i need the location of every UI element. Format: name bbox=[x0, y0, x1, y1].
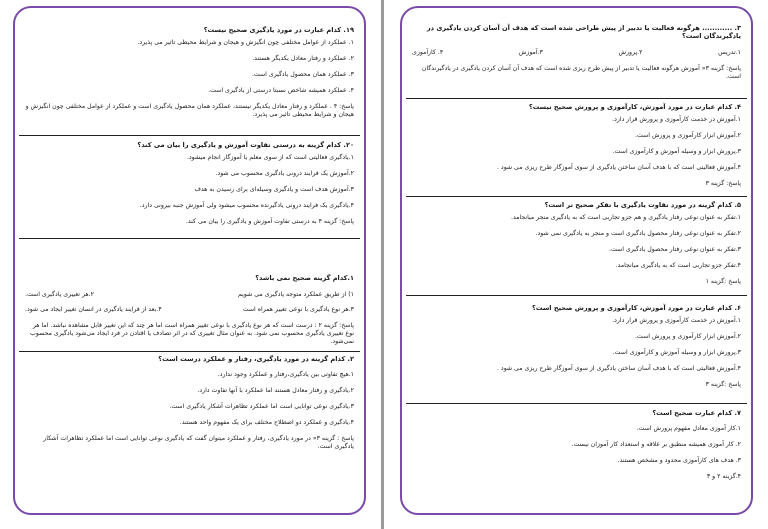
page-right bbox=[400, 6, 753, 515]
option-3: ۳.هر نوع یادگیری با نوعی تغییر همراه است bbox=[242, 306, 354, 313]
divider bbox=[19, 238, 360, 239]
divider bbox=[406, 403, 747, 404]
option-2: ۲.پرورش bbox=[618, 49, 643, 56]
option-1: ۱.یادگیری فعالیتی است که از سوی معلم یا آموزگار انجام میشود. bbox=[186, 154, 354, 161]
answer-text: پاسخ: گزینه ۳ bbox=[705, 180, 741, 187]
option-3: ۳. هدف های کارآموزی محدود و مشخص هستند. bbox=[617, 457, 741, 464]
question-title: ۴. کدام عبارت در مورد آموزش، کارآموزی و پرورش صحیح نیست؟ bbox=[528, 103, 741, 111]
option-4: ۴.بعد از فرایند یادگیری در انسان تغییر ایجاد می شود. bbox=[25, 306, 162, 313]
question-title: ۵. کدام گزینه در مورد تفاوت یادگیری با تفکر صحیح تر است؟ bbox=[544, 201, 741, 209]
question-20 bbox=[25, 141, 354, 226]
option-3: ۳.آموزش bbox=[518, 49, 543, 56]
option-4: ۴.گزینه ۲ و ۳ bbox=[706, 473, 741, 480]
question-5 bbox=[412, 201, 741, 286]
answer-text: پاسخ :گزینه ۱ bbox=[705, 278, 741, 285]
option-4: ۴.یادگیری و عملکرد دو اصطلاح مختلف برای یک مفهوم واحد هستند. bbox=[179, 419, 354, 426]
option-1: ۱.آموزش در خدمت کارآموزی و پرورش قرار دارد. bbox=[612, 116, 741, 123]
option-1: ۱.تفکر به عنوان نوعی رفتار یادگیری و هم جزو تجاربی است که به یادگیری منجر میانجامد. bbox=[511, 214, 741, 221]
question-title: ۲. کدام گزینه در مورد یادگیری، رفتار و عملکرد درست است؟ bbox=[158, 355, 354, 363]
answer-text: پاسخ: گزینه ۴ به درستی تفاوت آموزش و یادگیری را بیان می کند. bbox=[185, 218, 354, 225]
option-1: ۱.تدریس bbox=[718, 49, 741, 56]
option-3: ۳.تفکر به عنوان نوعی رفتار محصول یادگیری است. bbox=[608, 246, 741, 253]
question-6 bbox=[412, 304, 741, 389]
question-title: ۲۰. کدام گزینه به درستی تفاوت آموزش و یادگیری را بیان می کند؟ bbox=[137, 141, 354, 149]
question-title: ۱.کدام گزینه صحیح نمی باشد؟ bbox=[255, 274, 354, 282]
question-title: ۱۹. کدام عبارت در مورد یادگیری صحیح نیست؟ bbox=[203, 26, 354, 34]
option-2: ۲.آموزش یک فرایند درونی یادگیری محسوب می شود. bbox=[215, 170, 354, 177]
question-22 bbox=[25, 355, 354, 451]
option-4: ۴. کارآموزی bbox=[412, 49, 444, 56]
answer-text: پاسخ: گزینه ۲ : درست است که هر نوع یادگیری با نوعی تغییر همراه است اما هر چند که این تغییر قابل مشاهده نباشد. اما هر نوع تغییری یادگیری محسوب نمی شود. به عنوان مثال تغییری که در اثر تصادف یا اقتادن در فرد ایجاد می‌شود یادگیری محسوب نمی‌شود. bbox=[30, 322, 354, 345]
option-1: ۱.کار آموزی معادل مفهوم پرورش است. bbox=[636, 425, 741, 432]
option-row bbox=[25, 291, 354, 299]
option-2: ۲.آموزش ابزار کارآموزی و پرورش است. bbox=[635, 333, 741, 340]
option-3: ۳. عملکرد همان محصول یادگیری است. bbox=[251, 71, 354, 78]
divider bbox=[406, 295, 747, 296]
option-1: ۱.هیچ تفاوتی بین یادگیری،رفتار و عملکرد وجود ندارد. bbox=[217, 371, 354, 378]
option-4: ۴. عملکرد همیشه شاخص نسبتا درستی از یادگیری است. bbox=[208, 87, 354, 94]
divider bbox=[19, 351, 360, 352]
option-1: ۱) از طریق عملکرد متوجه یادگیری می شویم bbox=[238, 291, 354, 298]
option-3: ۳.آموزش هدف است و یادگیری وسیله‌ای برای رسیدن به هدف bbox=[194, 186, 354, 193]
question-19 bbox=[25, 26, 354, 119]
option-4: ۴.تفکر جزو تجاربی است که به یادگیری میانجامد. bbox=[615, 262, 741, 269]
page-left bbox=[13, 6, 366, 515]
option-row bbox=[412, 49, 741, 57]
option-1: ۱. عملکرد از عوامل مختلفی چون انگیزش و هیجان و شرایط محیطی تاثیر می پذیرد. bbox=[137, 39, 354, 46]
question-title: ۷. کدام عبارت صحیح است؟ bbox=[652, 409, 741, 417]
question-21 bbox=[25, 274, 354, 346]
option-3: ۳.یادگیری نوعی توانایی است اما عملکرد تظاهرات آشکار یادگیری است. bbox=[169, 403, 354, 410]
page-gutter bbox=[381, 0, 384, 529]
question-3 bbox=[412, 24, 741, 81]
option-4: ۴.آموزش فعالیتی است که با هدف آسان ساختن یادگیری از سوی آموزگار طرح ریزی می شود . bbox=[497, 164, 741, 171]
answer-text: پاسخ: ۴ . عملکرد و رفتار معادل یکدیگر نیستند، عملکرد همان محصول یادگیری است و عملکرد از عوامل مختلفی چون انگیزش و هیجان و شرایط محیطی تاثیر می پذیرد. bbox=[25, 103, 354, 118]
answer-text: پاسخ :گزینه ۳ bbox=[705, 381, 741, 388]
option-2: ۲.تفکر به عنوان نوعی رفتار محصول یادگیری است و منجر به یادگیری نمی شود. bbox=[535, 230, 741, 237]
option-2: ۲.آموزش ابزار کارآموزی و پرورش است. bbox=[635, 132, 741, 139]
option-3: ۳.پرورش ابزار و وسیله آموزش و کارآموزی است. bbox=[612, 148, 741, 155]
question-title: ۳. ............ هرگونه فعالیت یا تدبیر از پیش طراحی شده است که هدف آن آسان کردن یادگیری در یادگیرندگان است؟ bbox=[426, 24, 741, 40]
option-4: ۴.آموزش فعالیتی است که با هدف آسان ساختن یادگیری از سوی آموزگار طرح ریزی می شود . bbox=[497, 365, 741, 372]
divider bbox=[406, 98, 747, 99]
answer-text: پاسخ: گزینه ۳« آموزش هرگونه فعالیت یا تدبیر از پیش طرح ریزی شده است که هدف آن آسان کردن یادگیری در یادگیرندگان است. bbox=[421, 65, 741, 80]
question-7 bbox=[412, 409, 741, 481]
question-4 bbox=[412, 103, 741, 188]
option-2: ۲. عملکرد و رفتار معادل یکدیگر هستند. bbox=[252, 55, 354, 62]
divider bbox=[19, 135, 360, 136]
option-3: ۳.پرورش ابزار و وسیله آموزش و کارآموزی است. bbox=[612, 349, 741, 356]
option-2: ۲.یادگیری و رفتار معادل هستند اما عملکرد با آنها تفاوت دارد. bbox=[197, 387, 354, 394]
option-row bbox=[25, 306, 354, 314]
divider bbox=[406, 196, 747, 197]
option-2: ۲.هر تغییری یادگیری است. bbox=[25, 291, 94, 298]
option-4: ۴.یادگیری یک فرایند درونی یادگیرنده محسوب میشود ولی آموزش جنبه بیرونی دارد. bbox=[139, 202, 354, 209]
option-2: ۲. کار آموزی همیشه منطبق بر علاقه و استعداد کار آموزان نیست. bbox=[571, 441, 741, 448]
answer-text: پاسخ : گزینه ۳« در مورد یادگیری، رفتار و عملکرد میتوان گفت که یادگیری نوعی توانایی است اما عملکرد تظاهرات آشکار یادگیری است. bbox=[43, 435, 354, 450]
question-title: ۶. کدام عبارت در مورد آموزش، کارآموزی و پرورش صحیح است؟ bbox=[532, 304, 741, 312]
option-1: ۱.آموزش در خدمت کارآموزی و پرورش قرار دارد. bbox=[612, 317, 741, 324]
